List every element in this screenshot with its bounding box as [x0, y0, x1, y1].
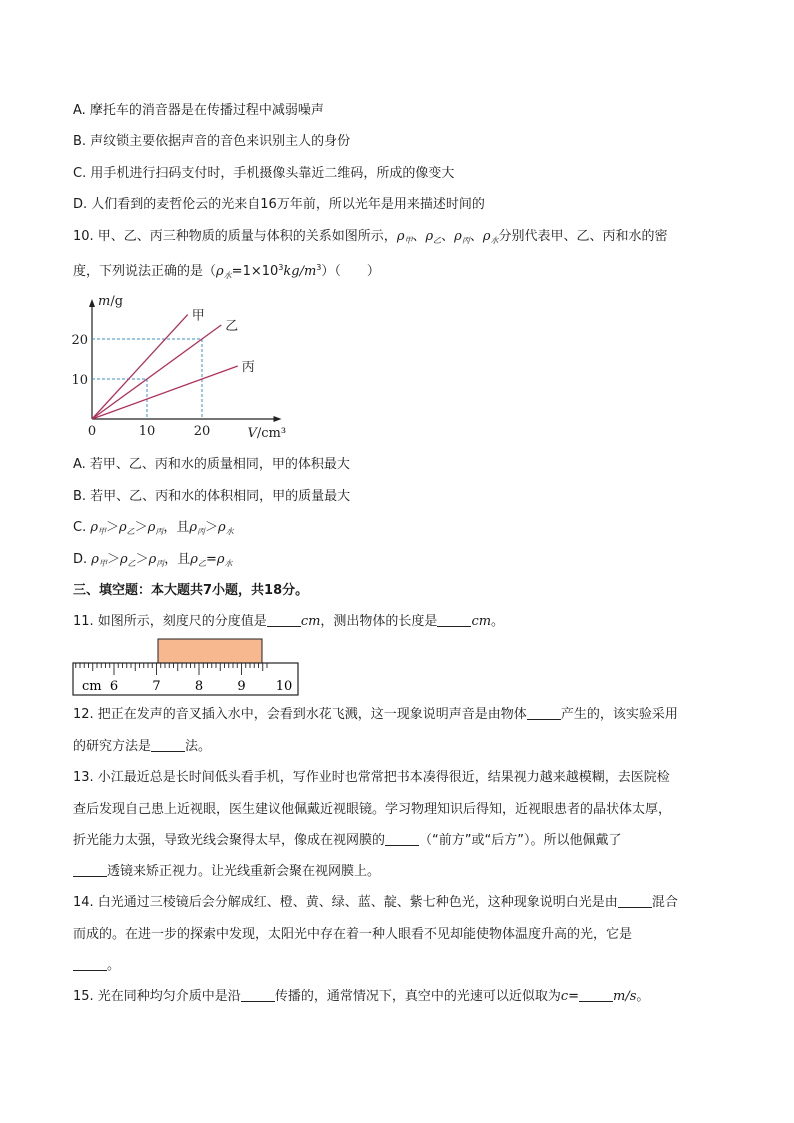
- answer-blank: [267, 612, 301, 627]
- q14-line3: [73, 956, 120, 976]
- rho-subscript: 丙: [461, 236, 470, 245]
- q13-text: 折光能力太强，导致光线会聚得太早，像成在视网膜的: [73, 833, 386, 848]
- rho-symbol: ρ: [189, 520, 198, 535]
- rho-subscript: 丙: [156, 559, 165, 568]
- rho-subscript: 甲: [98, 527, 106, 536]
- q12-line2: [73, 737, 211, 757]
- q13-line3: [73, 831, 621, 851]
- ruler-unit: cm: [82, 679, 102, 694]
- ruler-number: 10: [275, 679, 293, 694]
- separator: 、: [412, 229, 426, 244]
- rho-symbol: ρ: [119, 520, 127, 535]
- measured-object: [158, 639, 262, 663]
- rho-subscript: 丙: [197, 527, 206, 536]
- q10-stem-text: 度，下列说法正确的是（: [73, 264, 217, 279]
- q9-option-c: C. 用手机进行扫码支付时，手机摄像头靠近二维码，所成的像变大: [73, 166, 455, 181]
- ruler-number: 7: [152, 679, 161, 694]
- q15-text: 传播的，通常情况下，真空中的光速可以近似取为: [274, 989, 561, 1004]
- rho-subscript: 乙: [197, 559, 206, 568]
- rho-symbol: ρ: [454, 229, 462, 244]
- conjunction: ，且: [163, 520, 190, 535]
- unit: m/s: [613, 989, 637, 1004]
- q9-option-a: A. 摩托车的消音器是在传播过程中减弱噪声: [73, 103, 324, 118]
- q11-text: 11. 如图所示，刻度尺的分度值是: [73, 614, 267, 629]
- rho-subscript: 乙: [126, 527, 135, 536]
- answer-blank: [527, 705, 561, 720]
- rho-symbol: ρ: [482, 229, 491, 244]
- x-tick-label: 10: [138, 424, 156, 439]
- rho-subscript: 乙: [127, 559, 136, 568]
- answer-blank: [151, 737, 185, 752]
- q10-option-a: A. 若甲、乙、丙和水的质量相同，甲的体积最大: [73, 457, 350, 472]
- equals: =: [205, 552, 217, 567]
- separator: 、: [441, 229, 455, 244]
- rho-subscript: 乙: [433, 236, 442, 245]
- q10-option-d: [73, 550, 233, 574]
- option-letter: D.: [73, 552, 92, 567]
- q14-text: 。: [107, 958, 121, 973]
- answer-blank: [385, 831, 419, 846]
- rho-symbol: ρ: [216, 552, 225, 567]
- q10-stem-text: 分别代表甲、乙、丙和水的密: [498, 229, 668, 244]
- unit: cm: [471, 614, 492, 629]
- q13-text: （“前方”或“后方”）。所以他佩戴了: [419, 833, 622, 848]
- series-label: 甲: [191, 308, 205, 324]
- q10-stem-line2: [73, 258, 380, 286]
- answer-blank: [241, 987, 275, 1002]
- q12-text: 法。: [185, 739, 212, 754]
- rho-symbol: ρ: [90, 520, 98, 535]
- conjunction: ，且: [164, 552, 191, 567]
- x-axis-label: V/cm³: [247, 426, 287, 441]
- section-title: 三、填空题：本大题共7小题，共18分。: [73, 583, 309, 598]
- q12-text: 12. 把正在发声的音叉插入水中，会看到水花飞溅，这一现象说明声音是由物体: [73, 707, 527, 722]
- ruler-number: 6: [109, 679, 119, 694]
- option-letter: C.: [73, 520, 91, 535]
- series-label: 乙: [225, 319, 239, 334]
- rho-symbol: ρ: [425, 229, 434, 244]
- y-tick-label: 10: [71, 373, 88, 388]
- rho-symbol: ρ: [119, 552, 128, 567]
- q15-text: 15. 光在同种均匀介质中是沿: [73, 989, 241, 1004]
- q13-text: 透镜来矫正视力。让光线重新会聚在视网膜上。: [107, 864, 381, 879]
- q10-option-b: B. 若甲、乙、丙和水的体积相同，甲的质量最大: [73, 489, 351, 504]
- series-line: [92, 315, 188, 419]
- answer-blank: [73, 956, 107, 971]
- y-axis-label: m/g: [98, 294, 124, 309]
- greater-than: ＞: [205, 520, 219, 535]
- greater-than: ＞: [134, 520, 148, 535]
- q12-line1: [73, 705, 678, 725]
- unit: cm: [300, 614, 321, 629]
- x-tick-label: 20: [193, 424, 211, 439]
- q11-text: 。: [491, 614, 505, 629]
- q11-stem: [73, 612, 504, 632]
- exponent: 3: [278, 263, 284, 272]
- q12-text: 产生的，该实验采用: [560, 707, 678, 722]
- q14-line1: [73, 893, 678, 913]
- density-value: =1×10: [231, 264, 279, 279]
- q10-option-c: [73, 518, 234, 542]
- q15-stem: [73, 987, 649, 1007]
- speed-symbol: c: [560, 989, 569, 1004]
- y-axis-arrow: [89, 299, 95, 307]
- q15-text: 。: [636, 989, 650, 1004]
- q13-line1: 13. 小江最近总是长时间低头看手机，写作业时也常常把书本凑得很近，结果视力越来越模糊，去医院检: [73, 770, 670, 785]
- x-axis-arrow: [274, 416, 282, 422]
- ruler-number: 9: [237, 679, 246, 694]
- rho-subscript: 水: [490, 236, 499, 245]
- greater-than: ＞: [135, 552, 149, 567]
- ruler-body: [73, 663, 298, 695]
- q9-option-d: D. 人们看到的麦哲伦云的光来自16万年前，所以光年是用来描述时间的: [73, 197, 485, 212]
- rho-symbol: ρ: [148, 552, 157, 567]
- rho-subscript: 甲: [404, 236, 413, 245]
- greater-than: ＞: [106, 552, 120, 567]
- rho-symbol: ρ: [396, 229, 405, 244]
- q13-line4: [73, 862, 380, 882]
- mass-volume-chart: [70, 288, 287, 443]
- equals: =: [568, 989, 580, 1004]
- q14-text: 混合: [651, 895, 678, 910]
- ruler-figure: [70, 636, 302, 698]
- separator: 、: [469, 229, 483, 244]
- y-tick-label: 20: [71, 333, 88, 348]
- series-line: [92, 366, 238, 419]
- q14-text: 14. 白光通过三棱镜后会分解成红、橙、黄、绿、蓝、靛、紫七种色光，这种现象说明白光是由: [73, 895, 618, 910]
- rho-subscript: 水: [224, 559, 233, 568]
- q9-option-b: B. 声纹锁主要依据声音的音色来识别主人的身份: [73, 134, 351, 149]
- q10-stem-text: ）（ ）: [321, 264, 380, 279]
- rho-symbol: ρ: [91, 552, 99, 567]
- rho-symbol: ρ: [147, 520, 156, 535]
- answer-blank: [579, 987, 613, 1002]
- rho-subscript: 甲: [98, 559, 107, 568]
- rho-subscript: 丙: [155, 527, 164, 536]
- greater-than: ＞: [106, 520, 120, 535]
- origin-label: 0: [87, 424, 97, 439]
- q14-line2: 而成的。在进一步的探索中发现，太阳光中存在着一种人眼看不见却能使物体温度升高的光，它是: [73, 927, 633, 942]
- q12-text: 的研究方法是: [73, 739, 152, 754]
- rho-subscript: 水: [225, 527, 234, 536]
- rho-symbol: ρ: [218, 520, 226, 535]
- q13-line2: 查后发现自己患上近视眼，医生建议他佩戴近视眼镜。学习物理知识后得知，近视眼患者的晶状体太厚，: [73, 802, 672, 817]
- ruler-number: 8: [194, 679, 204, 694]
- answer-blank: [73, 862, 107, 877]
- q11-text: ，测出物体的长度是: [320, 614, 438, 629]
- exponent: 3: [316, 263, 322, 272]
- rho-symbol: ρ: [190, 552, 198, 567]
- rho-symbol: ρ: [216, 264, 224, 279]
- answer-blank: [618, 893, 652, 908]
- q10-stem-line1: [73, 227, 668, 251]
- q10-stem-text: 10. 甲、乙、丙三种物质的质量与体积的关系如图所示，: [73, 229, 397, 244]
- density-unit: kg/m: [283, 264, 317, 279]
- answer-blank: [437, 612, 471, 627]
- rho-subscript: 水: [223, 271, 232, 280]
- series-label: 丙: [241, 360, 255, 375]
